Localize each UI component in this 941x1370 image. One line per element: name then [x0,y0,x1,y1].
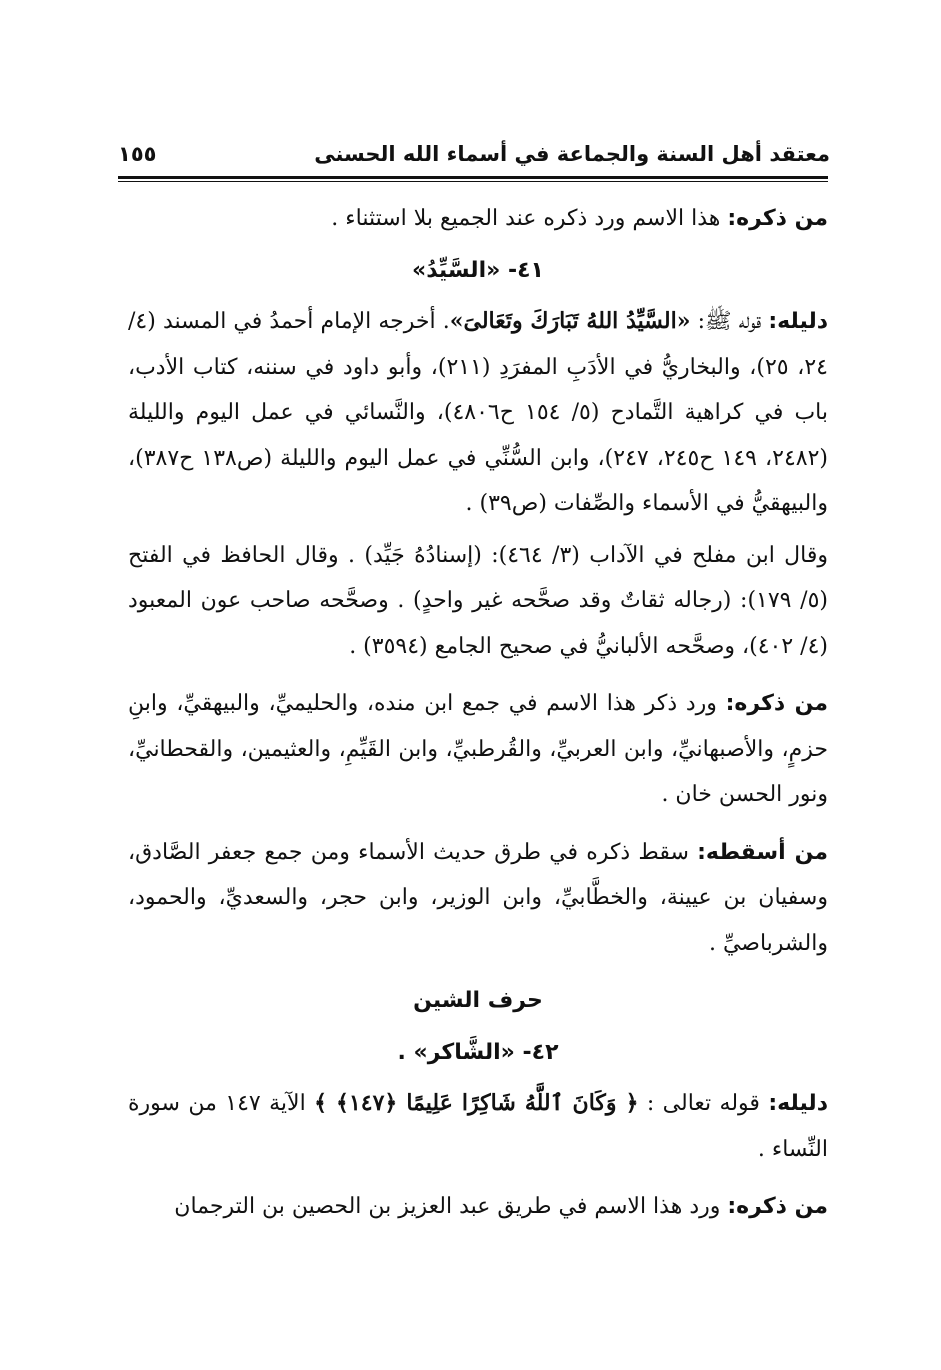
label-mentioned-by: من ذكره: [727,206,828,231]
text-mentioned-by: ورد ذكر هذا الاسم في جمع ابن منده، والحليميِّ، والبيهقيِّ، وابنِ حزمٍ، والأصبهانيِّ، وابن العربيِّ، والقُرطبيِّ، وابن القَيِّمِ، والعثيمين، والقحطانيِّ، ونور الحسن خان . [128,691,828,807]
label-mentioned-by: من ذكره: [725,691,828,716]
header-rule-thin [118,181,828,182]
hadith-quote: «السَّيِّدُ اللهُ تَبَارَكَ وتَعَالىَ» [449,308,691,334]
text-evidence-intro: قوله ﷺ: [690,309,769,334]
text-verse-reference: الآية ١٤٧ من سورة النِّساء . [128,1091,828,1162]
text-evidence-sources: . أخرجه الإمام أحمدُ في المسند (٤/ ٢٤، ٢٥)، والبخاريُّ في الأدَبِ المفرَدِ (٢١١)، وأبو داود في سننه، كتاب الأدب، باب في كراهية التَّمادح (٥/ ١٥٤ ح٤٨٠٦)، والنَّسائي في عمل اليوم والليلة (٢٤٨٢، ١٤٩ ح٢٤٥، ٢٤٧)، وابن السُّنِّي في عمل اليوم والليلة (ص١٣٨ ح٣٨٧)، والبيهقيُّ في الأسماء والصِّفات (ص٣٩) . [128,309,828,516]
paragraph-grading: وقال ابن مفلح في الآداب (٣/ ٤٦٤): (إسنادُهُ جَيِّد) . وقال الحافظ في الفتح (٥/ ١٧٩): (رجاله ثقاتٌ وقد صحَّحه غير واحدٍ) . وصحَّحه صاحب عون المعبود (٤/ ٤٠٢)، وصحَّحه الألبانيُّ في صحيح الجامع (٣٥٩٤) . [128,542,829,659]
paragraph-mentioned-by-3 [128,1184,828,1230]
paragraph-omitted-by [128,830,828,967]
page-number: ١٥٥ [118,142,157,166]
header-rule-thick [118,176,828,179]
label-evidence: دليله: [768,1091,828,1116]
text-mentioned-by: ورد هذا الاسم في طريق عبد العزيز بن الحصين بن الترجمان [174,1194,728,1219]
text-mentioned-by: هذا الاسم ورد ذكره عند الجميع بلا استثناء . [331,206,728,231]
running-header [118,138,830,172]
text-omitted-by: سقط ذكره في طرق حديث الأسماء ومن جمع جعفر الصَّادق، وسفيان بن عيينة، والخطَّابيِّ، وابن الوزير، وابن حجر، والسعديِّ، والحمود، والشرباصيِّ . [128,839,828,956]
section-heading-shin: حرف الشين [413,988,543,1013]
quran-verse: ﴿ وَكَانَ ٱللَّهُ شَاكِرًا عَلِيمًا ﴿١٤٧﴾ ﴾ [314,1090,639,1116]
paragraph-evidence-41 [128,299,828,527]
label-evidence: دليله: [768,309,828,334]
body-text [128,196,828,1230]
paragraph-mentioned-by-1 [128,196,828,242]
text-evidence-intro: قوله تعالى : [638,1091,769,1116]
paragraph-evidence-42 [128,1081,828,1172]
entry-heading-42: ٤٢- «الشَّاكر» . [397,1039,559,1065]
paragraph-mentioned-by-2 [128,681,828,818]
label-mentioned-by: من ذكره: [727,1194,828,1219]
label-omitted-by: من أسقطه: [697,839,828,865]
header-title: معتقد أهل السنة والجماعة في أسماء الله الحسنى [314,142,830,166]
entry-heading-41: ٤١- «السَّيِّدُ» [412,257,544,283]
